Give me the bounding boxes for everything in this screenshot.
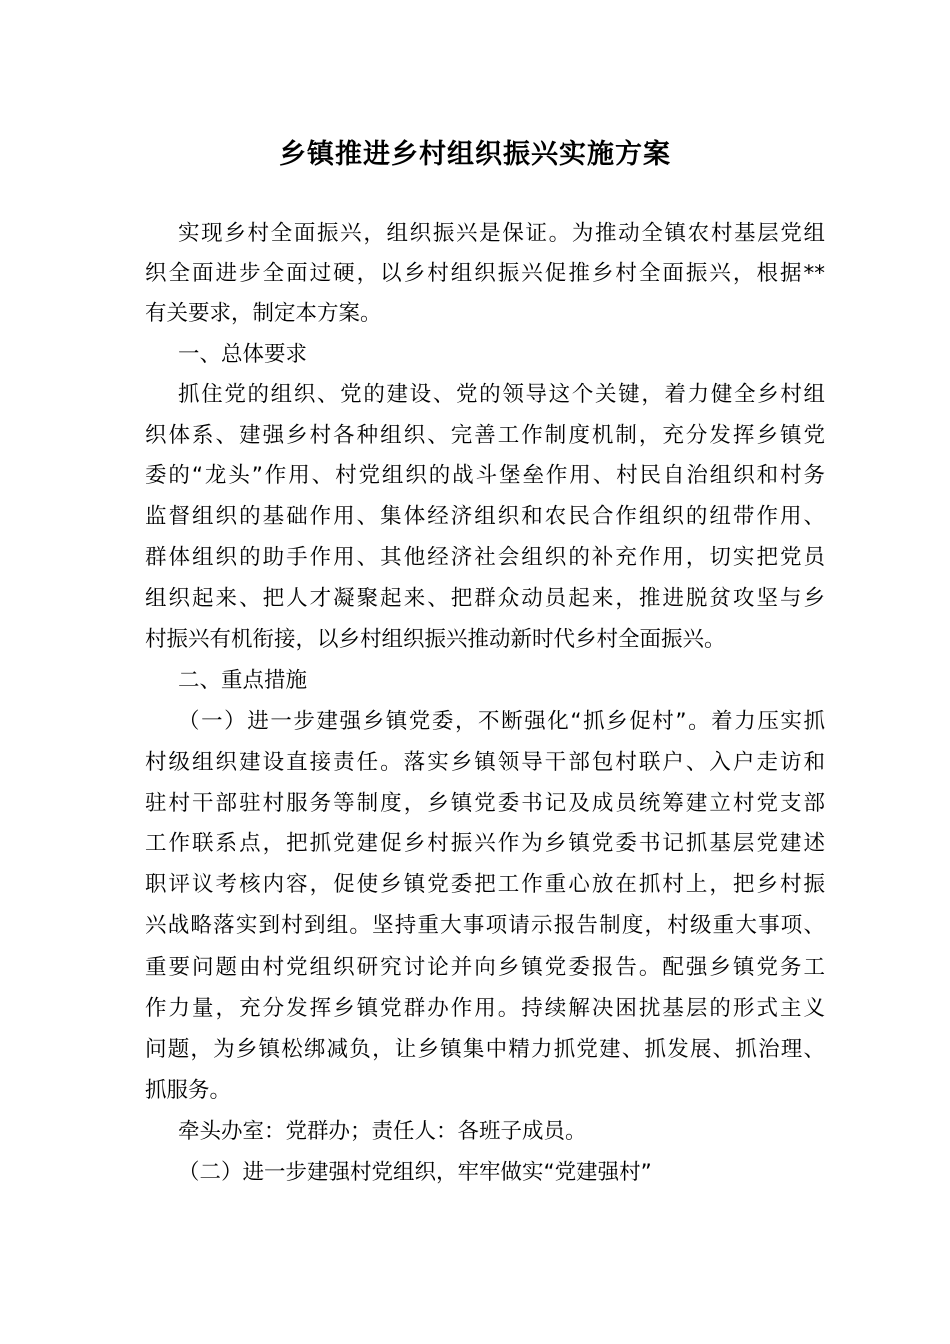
- body-line: 驻村干部驻村服务等制度，乡镇党委书记及成员统筹建立村党支部: [145, 791, 825, 816]
- body-line: 工作联系点，把抓党建促乡村振兴作为乡镇党委书记抓基层党建述: [145, 831, 825, 856]
- section-heading: 一、总体要求: [178, 342, 308, 367]
- body-line: 问题，为乡镇松绑减负，让乡镇集中精力抓党建、抓发展、抓治理、: [145, 1037, 825, 1062]
- body-line: 抓服务。: [145, 1078, 232, 1103]
- body-line: 牵头办室：党群办；责任人：各班子成员。: [178, 1119, 587, 1144]
- body-line: 职评议考核内容，促使乡镇党委把工作重心放在抓村上，把乡村振: [145, 872, 825, 897]
- body-line: 有关要求，制定本方案。: [145, 301, 382, 326]
- body-line: 监督组织的基础作用、集体经济组织和农民合作组织的纽带作用、: [145, 504, 825, 529]
- body-line: 村振兴有机衔接，以乡村组织振兴推动新时代乡村全面振兴。: [145, 627, 726, 652]
- body-line: 织体系、建强乡村各种组织、完善工作制度机制，充分发挥乡镇党: [145, 423, 825, 448]
- body-line: 作力量，充分发挥乡镇党群办作用。持续解决困扰基层的形式主义: [145, 996, 825, 1021]
- body-line: 组织起来、把人才凝聚起来、把群众动员起来，推进脱贫攻坚与乡: [145, 586, 825, 611]
- body-line: 群体组织的助手作用、其他经济社会组织的补充作用，切实把党员: [145, 545, 825, 570]
- body-line: （一）进一步建强乡镇党委，不断强化“抓乡促村”。着力压实抓: [178, 709, 825, 734]
- body-line: 抓住党的组织、党的建设、党的领导这个关键，着力健全乡村组: [178, 382, 825, 407]
- subsection-heading: （二）进一步建强村党组织，牢牢做实“党建强村”: [178, 1160, 652, 1185]
- section-heading: 二、重点措施: [178, 668, 308, 693]
- body-line: 实现乡村全面振兴，组织振兴是保证。为推动全镇农村基层党组: [178, 221, 825, 246]
- body-line: 委的“龙头”作用、村党组织的战斗堡垒作用、村民自治组织和村务: [145, 463, 825, 488]
- body-line: 织全面进步全面过硬，以乡村组织振兴促推乡村全面振兴，根据**: [145, 261, 825, 286]
- body-line: 村级组织建设直接责任。落实乡镇领导干部包村联户、入户走访和: [145, 750, 825, 775]
- body-line: 兴战略落实到村到组。坚持重大事项请示报告制度，村级重大事项、: [145, 913, 825, 938]
- document-title: 乡镇推进乡村组织振兴实施方案: [279, 139, 671, 170]
- body-line: 重要问题由村党组织研究讨论并向乡镇党委报告。配强乡镇党务工: [145, 955, 825, 980]
